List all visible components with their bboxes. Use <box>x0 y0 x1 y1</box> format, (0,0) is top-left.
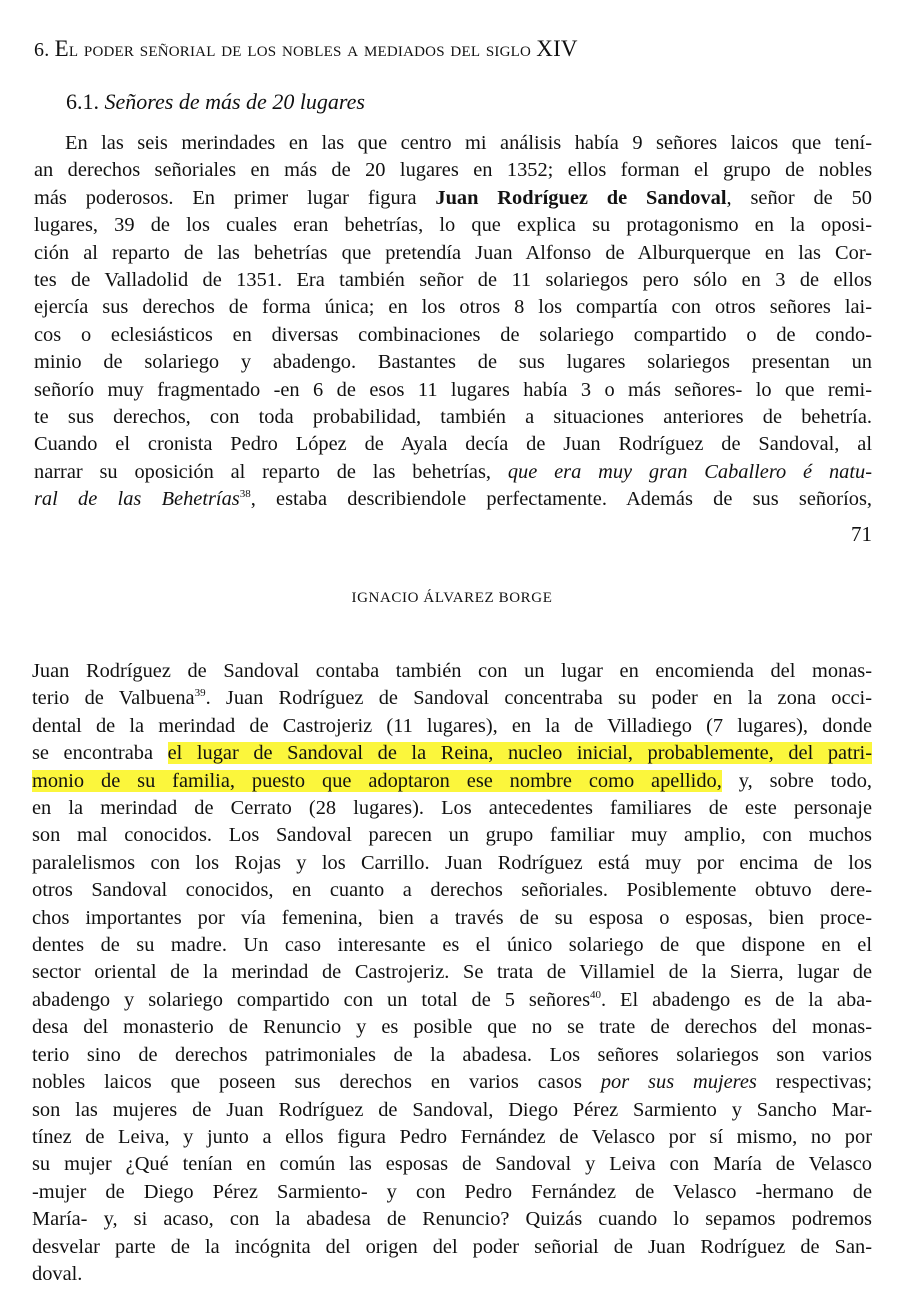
section-title: Señores de más de 20 lugares <box>104 89 365 114</box>
text-line: Cuando el cronista Pedro López de Ayala decía de Juan Rodríguez de Sandoval, al <box>34 433 872 456</box>
text-line: nobles laicos que poseen sus derechos en varios casos por sus mujeres respectivas; <box>32 1071 872 1094</box>
text-line: tínez de Leiva, y junto a ellos figura Pedro Fernández de Velasco por sí mismo, no por <box>32 1125 872 1148</box>
chapter-title: l poder señorial de los nobles a mediados del siglo <box>68 36 532 61</box>
text-line: María- y, si acaso, con la abadesa de Renuncio? Quizás cuando lo sepamos podremos <box>32 1208 872 1231</box>
italic-quote: ral de las Behetrías <box>34 488 240 511</box>
text-line: abadengo y solariego compartido con un total de 5 señores$^{40}$. El abadengo es de la aba- <box>32 988 872 1011</box>
page-number: 71 <box>851 522 872 546</box>
text-line: terio sino de derechos patrimoniales de la abadesa. Los señores solariegos son varios <box>32 1043 872 1066</box>
text-line: cos o eclesiásticos en diversas combinaciones de solariego compartido o de condo- <box>34 323 872 346</box>
italic-phrase: por sus mujeres <box>600 1071 757 1094</box>
person-name: Juan Rodríguez de Sandoval <box>435 186 727 209</box>
text-line: se encontraba el lugar de Sandoval de la Reina, nucleo inicial, probablemente, del patri- <box>32 742 872 765</box>
chapter-number: 6. <box>34 39 50 61</box>
paragraph-page-72 <box>32 658 872 1288</box>
chapter-header <box>34 36 578 62</box>
text-line: en la merindad de Cerrato (28 lugares). Los antecedentes familiares de este personaje <box>32 797 872 820</box>
text-line: sector oriental de la merindad de Castrojeriz. Se trata de Villamiel de la Sierra, lugar de <box>32 961 872 984</box>
chapter-title-initial: E <box>54 36 69 61</box>
text-line: -mujer de Diego Pérez Sarmiento- y con Pedro Fernández de Velasco -hermano de <box>32 1180 872 1203</box>
text-line: más poderosos. En primer lugar figura Juan Rodríguez de Sandoval, señor de 50 <box>34 186 872 209</box>
text-line: doval. <box>32 1262 83 1285</box>
running-head-author: IGNACIO ÁLVAREZ BORGE <box>351 590 553 606</box>
text-line: lugares, 39 de los cuales eran behetrías, lo que explica su protagonismo en la oposi- <box>34 214 872 237</box>
text-line: otros Sandoval conocidos, en cuanto a derechos señoriales. Posiblemente obtuvo dere- <box>32 879 872 902</box>
text-line: dental de la merindad de Castrojeriz (11 lugares), en la de Villadiego (7 lugares), donde <box>32 714 872 737</box>
text-line: desa del monasterio de Renuncio y es posible que no se trate de derechos del monas- <box>32 1016 872 1039</box>
highlighted-text[interactable]: monio de su familia, puesto que adoptaron ese nombre como apellido, <box>32 769 722 792</box>
chapter-century: XIV <box>536 36 578 61</box>
text-line: tes de Valladolid de 1351. Era también señor de 11 solariegos pero sólo en 3 de ellos <box>34 269 872 292</box>
text-line: dentes de su madre. Un caso interesante es el único solariego de que dispone en el <box>32 934 872 957</box>
text-line: minio de solariego y abadengo. Bastantes de sus lugares solariegos presentan un <box>34 351 872 374</box>
text-line: te sus derechos, con toda probabilidad, también a situaciones anteriores de behetría. <box>34 406 872 429</box>
text-line: son mal conocidos. Los Sandoval parecen un grupo familiar muy amplio, con muchos <box>32 824 872 847</box>
footnote-ref[interactable]: 38 <box>239 488 251 501</box>
text-line: Juan Rodríguez de Sandoval contaba también con un lugar en encomienda del monas- <box>32 660 872 682</box>
text-line: chos importantes por vía femenina, bien a través de su esposa o esposas, bien proce- <box>32 906 872 929</box>
text-line: paralelismos con los Rojas y los Carrillo. Juan Rodríguez está muy por encima de los <box>32 851 872 874</box>
footnote-ref[interactable]: 39 <box>194 687 206 700</box>
text-line: terio de Valbuena$^{39}$. Juan Rodríguez de Sandoval concentraba su poder en la zona occi- <box>32 687 872 710</box>
section-heading <box>66 89 365 115</box>
text-line: ral de las Behetrías$^{38}$, estaba describiendole perfectamente. Además de sus señoríos, <box>34 488 872 511</box>
text-line: narrar su oposición al reparto de las behetrías, que era muy gran Caballero é natu- <box>34 460 872 483</box>
text-line: ejercía sus derechos de forma única; en los otros 8 los compartía con otros señores lai- <box>34 296 872 319</box>
text-line: señorío muy fragmentado -en 6 de esos 11 lugares había 3 o más señores- lo que remi- <box>34 378 872 401</box>
text-line: son las mujeres de Juan Rodríguez de Sandoval, Diego Pérez Sarmiento y Sancho Mar- <box>32 1098 872 1121</box>
text-line: ción al reparto de las behetrías que pretendía Juan Alfonso de Alburquerque en las Cor- <box>34 241 872 264</box>
section-number: 6.1. <box>66 89 99 114</box>
text-line: an derechos señoriales en más de 20 lugares en 1352; ellos forman el grupo de nobles <box>34 159 872 182</box>
text-line: desvelar parte de la incógnita del origen del poder señorial de Juan Rodríguez de San- <box>32 1235 872 1258</box>
italic-quote: que era muy gran Caballero é natu- <box>507 460 872 483</box>
text-line: En las seis merindades en las que centro mi análisis había 9 señores laicos que tení- <box>65 132 872 154</box>
text-line: su mujer ¿Qué tenían en común las esposas de Sandoval y Leiva con María de Velasco <box>32 1153 872 1176</box>
footnote-ref[interactable]: 40 <box>590 988 602 1001</box>
text-line: monio de su familia, puesto que adoptaron ese nombre como apellido, y, sobre todo, <box>32 769 872 792</box>
highlighted-text[interactable]: el lugar de Sandoval de la Reina, nucleo inicial, probablemente, del patri- <box>167 742 872 765</box>
paragraph-page-71 <box>34 130 872 514</box>
